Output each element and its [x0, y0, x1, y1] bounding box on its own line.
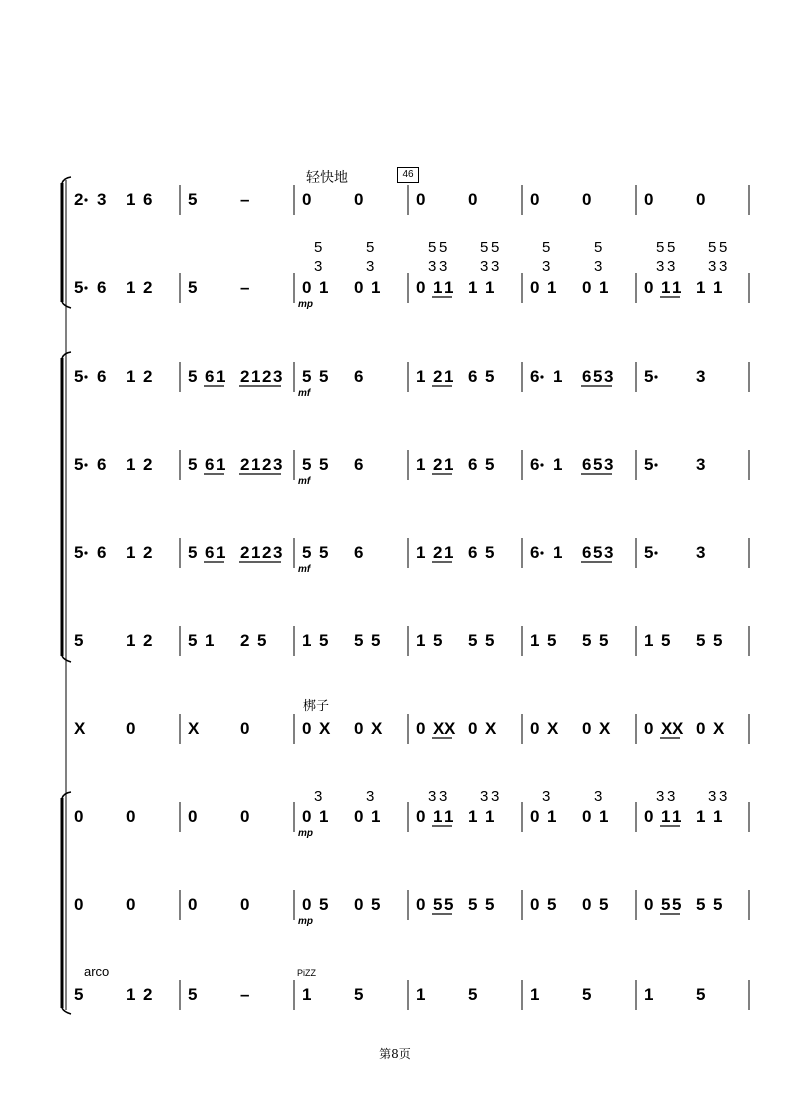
note: 1: [530, 985, 540, 1004]
note: 2: [143, 543, 153, 562]
note: 1: [433, 278, 443, 297]
note: 5: [188, 367, 198, 386]
note: 1: [599, 807, 609, 826]
note: 5: [74, 543, 84, 562]
note: 0: [302, 278, 312, 297]
note: 1: [444, 278, 454, 297]
note: 5: [713, 895, 723, 914]
note: 1: [444, 367, 454, 386]
note: 1: [485, 278, 495, 297]
note: 0: [644, 278, 654, 297]
note: 3: [604, 367, 614, 386]
note: 1: [553, 455, 563, 474]
chord-note: 3: [480, 788, 489, 805]
note: 3: [604, 543, 614, 562]
note: 6: [354, 543, 364, 562]
note: 2: [74, 190, 84, 209]
note: 0: [530, 719, 540, 738]
note: 0: [644, 719, 654, 738]
percussion-hit: X: [713, 719, 725, 738]
chord-note: 3: [480, 258, 489, 275]
note: 5: [319, 631, 329, 650]
note: 1: [251, 367, 261, 386]
note: 0: [126, 807, 136, 826]
note: 1: [672, 807, 682, 826]
note: 0: [240, 719, 250, 738]
note: 5: [319, 367, 329, 386]
note: 6: [582, 367, 592, 386]
note: 1: [251, 455, 261, 474]
note: 5: [599, 631, 609, 650]
chord-note: 3: [366, 788, 375, 805]
note: 6: [97, 367, 107, 386]
chord-note: 3: [708, 258, 717, 275]
note: 5: [593, 455, 603, 474]
augmentation-dot: [84, 286, 87, 289]
note: 1: [553, 543, 563, 562]
note: 6: [582, 543, 592, 562]
note: 5: [188, 985, 198, 1004]
note: 1: [216, 367, 226, 386]
note: 0: [582, 278, 592, 297]
note: 3: [696, 543, 706, 562]
note: 1: [416, 631, 426, 650]
percussion-hit: X: [74, 719, 86, 738]
note: 5: [644, 543, 654, 562]
chord-note: 3: [542, 788, 551, 805]
percussion-label: 梆子: [303, 699, 330, 714]
note: 3: [273, 367, 283, 386]
chord-note: 3: [667, 788, 676, 805]
note: 1: [599, 278, 609, 297]
augmentation-dot: [84, 375, 87, 378]
dynamic-marking: mp: [298, 916, 313, 927]
chord-note: 3: [594, 258, 603, 275]
chord-note: 5: [656, 239, 665, 256]
note: 1: [371, 278, 381, 297]
note: 0: [696, 190, 706, 209]
note: 1: [713, 807, 723, 826]
note: 1: [126, 190, 136, 209]
chord-note: 3: [428, 258, 437, 275]
note: 1: [696, 807, 706, 826]
note: 5: [485, 631, 495, 650]
note: 1: [485, 807, 495, 826]
note: 0: [416, 719, 426, 738]
rehearsal-mark: 46: [397, 167, 419, 183]
augmentation-dot: [654, 375, 657, 378]
chord-note: 3: [667, 258, 676, 275]
note: 1: [547, 807, 557, 826]
note: 0: [74, 807, 84, 826]
dynamic-marking: mf: [298, 388, 311, 399]
chord-note: 5: [480, 239, 489, 256]
note: 2: [143, 985, 153, 1004]
chord-note: 3: [491, 788, 500, 805]
note: 3: [696, 455, 706, 474]
note: 3: [604, 455, 614, 474]
note: 3: [273, 543, 283, 562]
note: 0: [354, 278, 364, 297]
note: 0: [240, 807, 250, 826]
note: 5: [319, 455, 329, 474]
note: 6: [354, 367, 364, 386]
note: 5: [444, 895, 454, 914]
note: 0: [644, 807, 654, 826]
pizz-marking: PiZZ: [297, 968, 316, 978]
note: 6: [205, 367, 215, 386]
note: 5: [485, 543, 495, 562]
chord-note: 5: [667, 239, 676, 256]
note: 5: [468, 631, 478, 650]
note: 0: [530, 895, 540, 914]
chord-note: 3: [491, 258, 500, 275]
note: 2: [240, 367, 250, 386]
percussion-hit: X: [672, 719, 684, 738]
note: 1: [416, 455, 426, 474]
note: 5: [74, 985, 84, 1004]
augmentation-dot: [540, 463, 543, 466]
chord-note: 3: [428, 788, 437, 805]
note: 5: [547, 631, 557, 650]
dash: –: [240, 985, 250, 1004]
note: 0: [354, 190, 364, 209]
note: 1: [713, 278, 723, 297]
chord-note: 5: [428, 239, 437, 256]
chord-note: 5: [314, 239, 323, 256]
note: 2: [143, 278, 153, 297]
note: 5: [302, 367, 312, 386]
note: 5: [696, 985, 706, 1004]
note: 0: [696, 719, 706, 738]
note: 5: [74, 278, 84, 297]
note: 1: [444, 807, 454, 826]
chord-note: 3: [439, 788, 448, 805]
chord-note: 3: [656, 258, 665, 275]
chord-note: 3: [542, 258, 551, 275]
arco-marking: arco: [84, 964, 110, 979]
note: 5: [599, 895, 609, 914]
note: 0: [416, 807, 426, 826]
note: 1: [319, 278, 329, 297]
note: 6: [530, 455, 540, 474]
note: 6: [205, 543, 215, 562]
note: 1: [433, 807, 443, 826]
chord-note: 5: [594, 239, 603, 256]
note: 5: [582, 631, 592, 650]
note: 2: [262, 543, 272, 562]
percussion-hit: X: [444, 719, 456, 738]
page-number: 第8页: [379, 1047, 411, 1061]
note: 2: [143, 631, 153, 650]
percussion-hit: X: [433, 719, 445, 738]
note: 0: [582, 895, 592, 914]
note: 0: [302, 719, 312, 738]
note: 0: [240, 895, 250, 914]
augmentation-dot: [84, 551, 87, 554]
note: 5: [485, 367, 495, 386]
percussion-hit: X: [485, 719, 497, 738]
note: 1: [696, 278, 706, 297]
note: 0: [126, 719, 136, 738]
note: 0: [582, 807, 592, 826]
note: 0: [530, 278, 540, 297]
note: 6: [354, 455, 364, 474]
chord-note: 3: [708, 788, 717, 805]
note: 1: [371, 807, 381, 826]
note: 1: [126, 631, 136, 650]
note: 0: [530, 807, 540, 826]
note: 5: [354, 985, 364, 1004]
note: 0: [468, 190, 478, 209]
chord-note: 3: [594, 788, 603, 805]
note: 0: [354, 719, 364, 738]
note: 5: [188, 455, 198, 474]
note: 2: [433, 367, 443, 386]
chord-note: 5: [366, 239, 375, 256]
note: 6: [530, 367, 540, 386]
percussion-hit: X: [371, 719, 383, 738]
note: 0: [416, 190, 426, 209]
note: 6: [468, 455, 478, 474]
note: 0: [188, 807, 198, 826]
note: 1: [205, 631, 215, 650]
note: 2: [240, 543, 250, 562]
note: 1: [302, 985, 312, 1004]
note: 2: [143, 455, 153, 474]
note: 5: [433, 895, 443, 914]
note: 5: [644, 367, 654, 386]
note: 5: [188, 631, 198, 650]
note: 0: [126, 895, 136, 914]
note: 5: [661, 631, 671, 650]
note: 5: [593, 543, 603, 562]
note: 0: [582, 719, 592, 738]
note: 0: [468, 719, 478, 738]
note: 6: [143, 190, 153, 209]
note: 6: [468, 543, 478, 562]
note: 2: [262, 455, 272, 474]
note: 5: [672, 895, 682, 914]
augmentation-dot: [84, 463, 87, 466]
note: 5: [468, 985, 478, 1004]
dynamic-marking: mp: [298, 828, 313, 839]
note: 2: [240, 455, 250, 474]
note: 6: [97, 543, 107, 562]
note: 2: [240, 631, 250, 650]
note: 5: [547, 895, 557, 914]
chord-note: 3: [719, 258, 728, 275]
note: 5: [302, 543, 312, 562]
note: 5: [257, 631, 267, 650]
note: 5: [354, 631, 364, 650]
dash: –: [240, 190, 250, 209]
dynamic-marking: mf: [298, 564, 311, 575]
note: 5: [696, 631, 706, 650]
note: 5: [485, 455, 495, 474]
note: 5: [188, 543, 198, 562]
chord-note: 5: [439, 239, 448, 256]
note: 1: [416, 985, 426, 1004]
chord-note: 5: [491, 239, 500, 256]
note: 1: [126, 455, 136, 474]
note: 0: [302, 895, 312, 914]
note: 0: [644, 895, 654, 914]
note: 0: [582, 190, 592, 209]
note: 5: [74, 455, 84, 474]
chord-note: 3: [656, 788, 665, 805]
note: 1: [416, 543, 426, 562]
note: 1: [126, 367, 136, 386]
chord-note: 5: [542, 239, 551, 256]
note: 1: [251, 543, 261, 562]
chord-note: 5: [719, 239, 728, 256]
note: 5: [302, 455, 312, 474]
note: 0: [644, 190, 654, 209]
percussion-hit: X: [599, 719, 611, 738]
note: 2: [143, 367, 153, 386]
note: 5: [582, 985, 592, 1004]
chord-note: 3: [719, 788, 728, 805]
chord-note: 5: [708, 239, 717, 256]
note: 0: [416, 278, 426, 297]
note: 1: [216, 543, 226, 562]
note: 3: [97, 190, 107, 209]
note: 0: [530, 190, 540, 209]
note: 0: [302, 807, 312, 826]
note: 6: [97, 278, 107, 297]
note: 1: [661, 807, 671, 826]
note: 5: [188, 190, 198, 209]
percussion-hit: X: [319, 719, 331, 738]
note: 1: [319, 807, 329, 826]
note: 6: [582, 455, 592, 474]
note: 5: [661, 895, 671, 914]
note: 5: [644, 455, 654, 474]
note: 0: [302, 190, 312, 209]
chord-note: 3: [439, 258, 448, 275]
augmentation-dot: [654, 463, 657, 466]
note: 6: [97, 455, 107, 474]
note: 6: [530, 543, 540, 562]
tempo-marking: 轻快地: [306, 170, 348, 186]
augmentation-dot: [654, 551, 657, 554]
note: 2: [433, 455, 443, 474]
note: 6: [468, 367, 478, 386]
percussion-hit: X: [661, 719, 673, 738]
note: 1: [644, 631, 654, 650]
note: 3: [696, 367, 706, 386]
note: 1: [126, 985, 136, 1004]
note: 1: [661, 278, 671, 297]
note: 0: [74, 895, 84, 914]
note: 5: [696, 895, 706, 914]
note: 2: [433, 543, 443, 562]
note: 1: [444, 543, 454, 562]
chord-note: 3: [366, 258, 375, 275]
note: 1: [530, 631, 540, 650]
note: 0: [416, 895, 426, 914]
note: 5: [371, 631, 381, 650]
note: 1: [126, 278, 136, 297]
note: 5: [188, 278, 198, 297]
note: 6: [205, 455, 215, 474]
chord-note: 3: [314, 258, 323, 275]
dynamic-marking: mp: [298, 299, 313, 310]
note: 1: [672, 278, 682, 297]
note: 5: [371, 895, 381, 914]
augmentation-dot: [84, 198, 87, 201]
percussion-hit: X: [547, 719, 559, 738]
note: 5: [74, 631, 84, 650]
note: 5: [713, 631, 723, 650]
note: 1: [468, 807, 478, 826]
note: 5: [74, 367, 84, 386]
note: 5: [485, 895, 495, 914]
note: 0: [188, 895, 198, 914]
note: 5: [433, 631, 443, 650]
note: 1: [644, 985, 654, 1004]
note: 3: [273, 455, 283, 474]
note: 1: [547, 278, 557, 297]
note: 1: [468, 278, 478, 297]
note: 1: [553, 367, 563, 386]
note: 1: [216, 455, 226, 474]
note: 0: [354, 895, 364, 914]
note: 5: [319, 895, 329, 914]
note: 1: [416, 367, 426, 386]
note: 5: [319, 543, 329, 562]
chord-note: 3: [314, 788, 323, 805]
note: 1: [444, 455, 454, 474]
note: 1: [126, 543, 136, 562]
percussion-hit: X: [188, 719, 200, 738]
dash: –: [240, 278, 250, 297]
augmentation-dot: [540, 551, 543, 554]
augmentation-dot: [540, 375, 543, 378]
note: 5: [468, 895, 478, 914]
note: 0: [354, 807, 364, 826]
note: 5: [593, 367, 603, 386]
dynamic-marking: mf: [298, 476, 311, 487]
note: 2: [262, 367, 272, 386]
note: 1: [302, 631, 312, 650]
